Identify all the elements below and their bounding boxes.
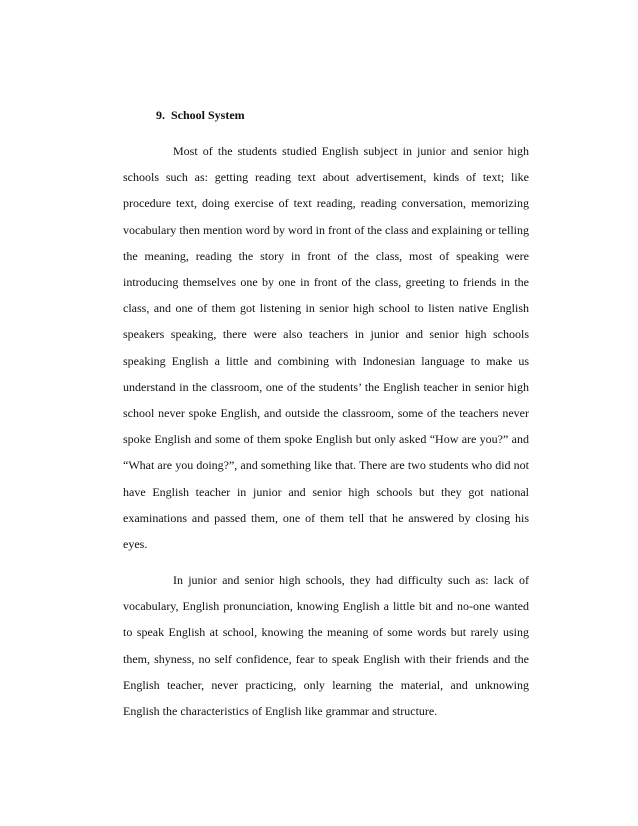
section-heading [156, 107, 245, 123]
body-paragraph-1: Most of the students studied English subject in junior and senior high schools such as: getting reading text about advertisement, kinds of text; like procedure text, doing exercise of text reading, reading conversation, memorizing vocabulary then mention word by word in front of the class and explaining or telling the meaning, reading the story in front of the class, most of speaking were introducing themselves one by one in front of the class, greeting to friends in the class, and one of them got listening in senior high school to listen native English speakers speaking, there were also teachers in junior and senior high schools speaking English a little and combining with Indonesian language to make us understand in the classroom, one of the students’ the English teacher in senior high school never spoke English, and outside the classroom, some of the teachers never spoke English and some of them spoke English but only asked “How are you?” and “What are you doing?”, and something like that. There are two students who did not have English teacher in junior and senior high schools but they got national examinations and passed them, one of them tell that he answered by closing his eyes. [123, 144, 529, 552]
body-paragraph-2: In junior and senior high schools, they had difficulty such as: lack of vocabulary, English pronunciation, knowing English a little bit and no-one wanted to speak English at school, knowing the meaning of some words but rarely using them, shyness, no self confidence, fear to speak English with their friends and the English teacher, never practicing, only learning the material, and unknowing English the characteristics of English like grammar and structure. [123, 573, 529, 719]
section-title: School System [171, 108, 245, 122]
section-number: 9. [156, 108, 165, 122]
